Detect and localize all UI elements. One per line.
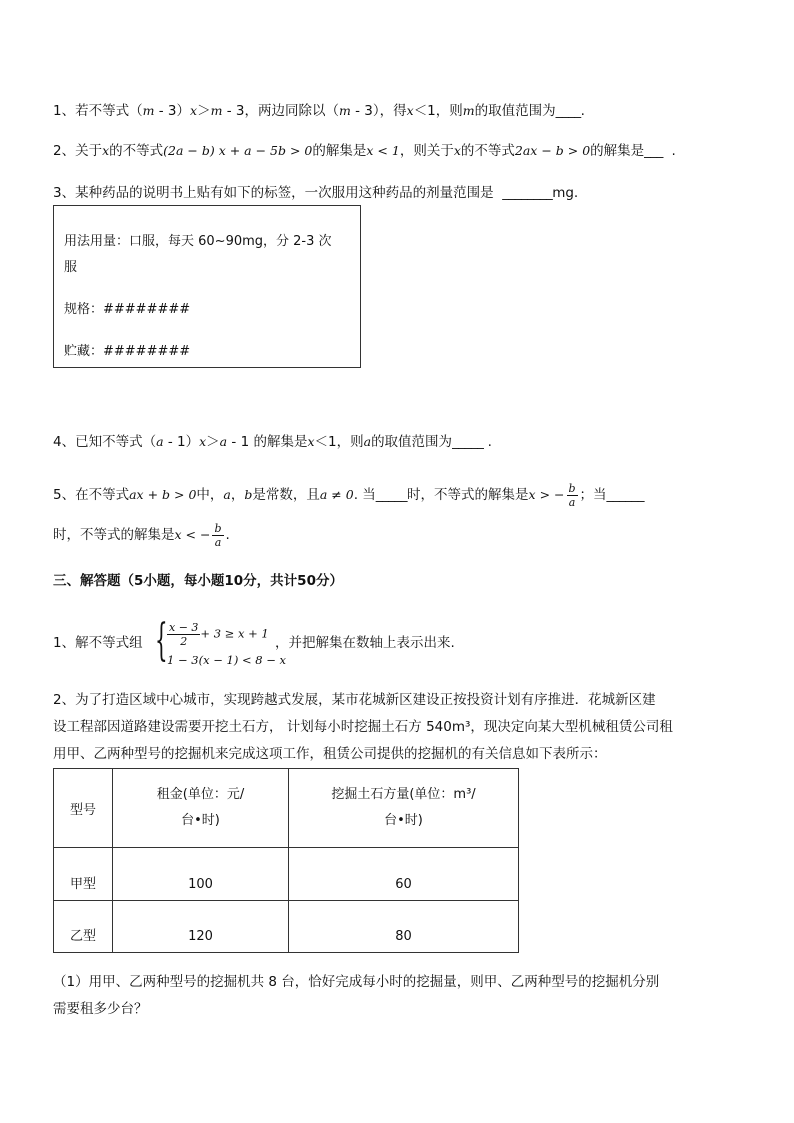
question-2: 2、关于x的不等式(2a − b) x + a − 5b > 0的解集是x < 1，则关于x的不等式2ax − b > 0的解集是___ .	[53, 143, 676, 159]
question-4: 4、已知不等式（a - 1）x＞a - 1 的解集是x＜1，则a的取值范围为_____ .	[53, 434, 492, 450]
problem-2-line2: 设工程部因道路建设需要开挖土石方， 计划每小时挖掘土石方 540m³，现决定向某大型机械租赁公司租	[53, 719, 673, 735]
header-rent: 租金(单位：元/ 台•时)	[113, 769, 289, 848]
inequality: (2a − b) x + a − 5b > 0	[163, 143, 313, 158]
inequality-system	[155, 615, 286, 669]
system-equation-1: $\frac{x - 3}{2}$ + 3 ≥ x + 1	[169, 621, 269, 648]
sub-question-1-line1: （1）用甲、乙两种型号的挖掘机共 8 台，恰好完成每小时的挖掘量，则甲、乙两种型号的挖掘机分别	[53, 974, 660, 990]
section-heading: 三、解答题（5小题，每小题10分，共计50分）	[53, 573, 343, 589]
header-type: 型号	[54, 769, 113, 848]
spec-line: 规格：########	[64, 302, 191, 317]
table-row: 乙型 120 80	[54, 901, 519, 953]
question-5: 5、在不等式ax + b > 0中，a，b是常数，且a ≠ 0. 当_____时，不等式的解集是x > − $\frac{b}{a}$ ；当______	[53, 481, 645, 509]
problem-2-line3: 用甲、乙两种型号的挖掘机来完成这项工作，租赁公司提供的挖掘机的有关信息如下表所示：	[53, 746, 607, 762]
excavator-table	[53, 768, 519, 953]
fraction-b-over-a: $\frac{b}{a}$	[214, 521, 222, 549]
problem-1-instruction: ，并把解集在数轴上表示出来.	[275, 635, 455, 651]
problem-2-line1: 2、为了打造区域中心城市，实现跨越式发展，某市花城新区建设正按投资计划有序推进．花城新区建	[53, 692, 656, 708]
fraction-b-over-a: $\frac{b}{a}$	[568, 481, 576, 509]
storage-line: 贮藏：########	[64, 344, 191, 359]
table-row: 甲型 100 60	[54, 848, 519, 901]
answer-blank[interactable]: _____	[452, 434, 484, 450]
answer-blank[interactable]: _____	[375, 487, 408, 503]
answer-blank[interactable]: ____	[555, 103, 581, 119]
left-brace: {	[155, 615, 168, 666]
header-volume: 挖掘土石方量(单位：m³/ 台•时)	[289, 769, 519, 848]
question-5-cont: 时，不等式的解集是x < − $\frac{b}{a}$ .	[53, 521, 230, 549]
answer-blank[interactable]: ________	[502, 185, 553, 201]
answer-blank[interactable]: ______	[606, 487, 645, 503]
usage-line: 用法用量：口服，每天 60~90mg，分 2-3 次	[64, 234, 332, 249]
table-header-row	[54, 769, 519, 848]
answer-blank[interactable]: ___	[644, 143, 663, 159]
problem-1-label: 1、解不等式组	[53, 635, 143, 651]
drug-label-box	[53, 205, 361, 368]
system-equation-2: 1 − 3(x − 1) < 8 − x	[167, 653, 286, 667]
sub-question-1-line2: 需要租多少台？	[53, 1001, 148, 1017]
usage-line-cont: 服	[64, 260, 78, 275]
question-1: 1、若不等式（m - 3）x＞m - 3，两边同除以（m - 3），得x＜1，则m的取值范围为____.	[53, 103, 585, 119]
question-3: 3、某种药品的说明书上贴有如下的标签，一次服用这种药品的剂量范围是 ________mg.	[53, 185, 579, 201]
